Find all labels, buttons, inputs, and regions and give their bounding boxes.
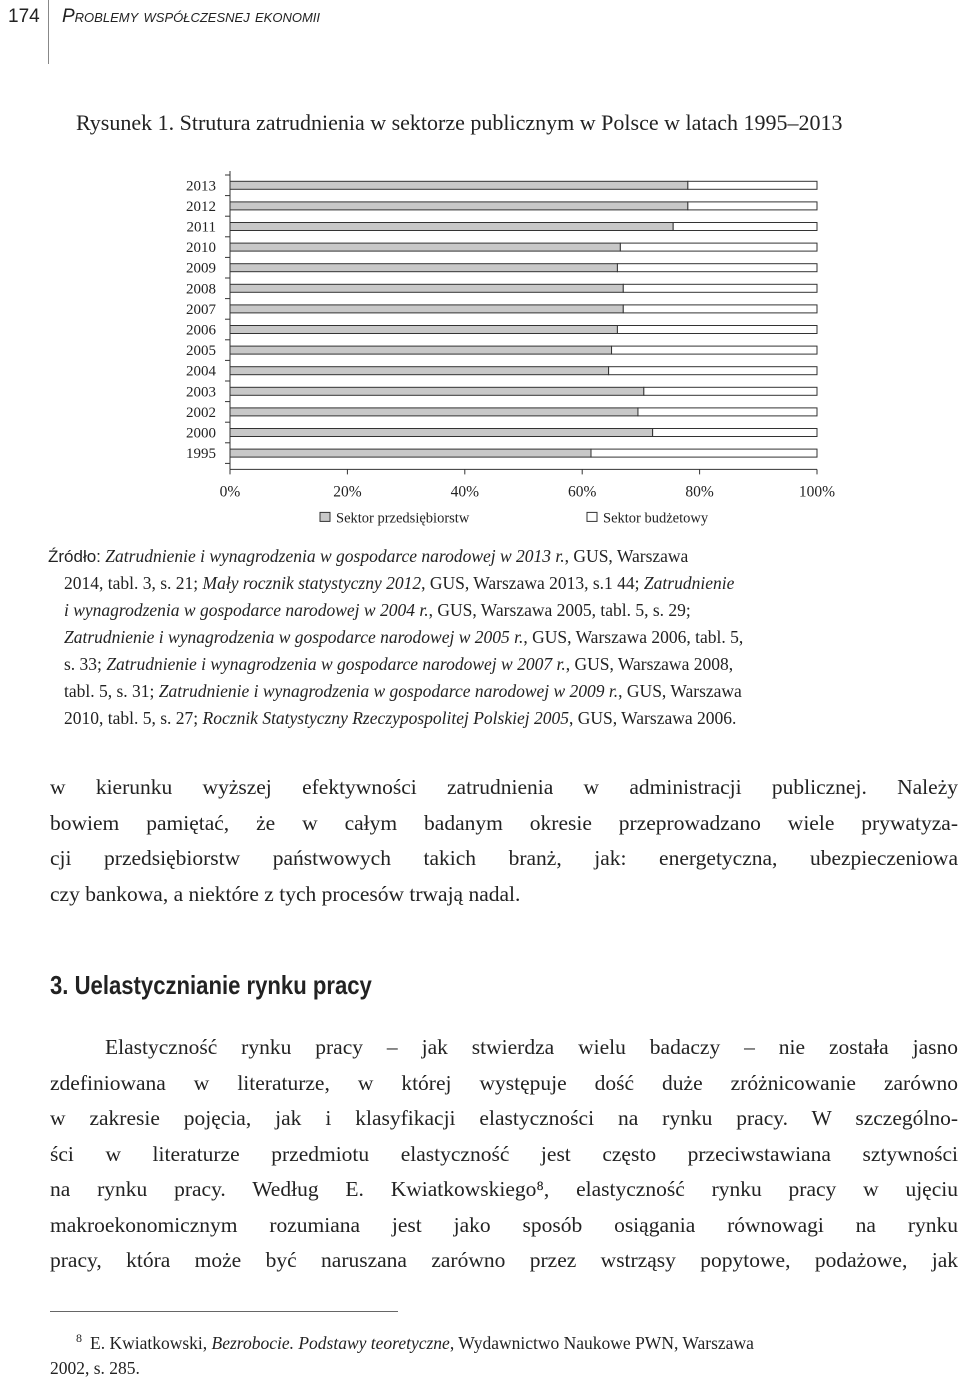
text-line: bowiem pamiętać, że w całym badanym okresie przeprowadzano wiele prywatyza- xyxy=(50,810,958,835)
footnote-line-1 xyxy=(50,1326,958,1356)
italic-run: Mały rocznik statystyczny 2012 xyxy=(202,573,422,593)
source-line xyxy=(48,705,948,732)
source-line xyxy=(48,624,948,651)
text-run: , Wydawnictwo Naukowe PWN, Warszawa xyxy=(449,1332,754,1353)
text-run: , GUS, Warszawa xyxy=(618,681,742,701)
text-line: na rynku pracy. Według E. Kwiatkowskiego⁸, elastyczność rynku pracy w ujęciu xyxy=(50,1177,958,1201)
y-tick-label: 2005 xyxy=(186,343,216,360)
bar-budget-sector xyxy=(612,346,817,354)
y-tick-label: 2000 xyxy=(186,425,216,442)
text-run: , GUS, Warszawa 2013, s.1 44; xyxy=(421,573,644,593)
text-line: zdefiniowana w literaturze, w której występuje dość duże zróżnicowanie zarówno xyxy=(50,1070,958,1095)
legend-label-budget: Sektor budżetowy xyxy=(603,510,709,527)
y-tick-label: 2010 xyxy=(186,240,216,257)
bar-budget-sector xyxy=(591,449,817,457)
bar-enterprise-sector xyxy=(230,367,609,375)
y-tick-label: 2013 xyxy=(186,178,216,195)
x-tick-label: 60% xyxy=(567,483,597,501)
bar-budget-sector xyxy=(644,387,817,395)
text-run: 2014, tabl. 3, s. 21; xyxy=(64,573,203,593)
section-heading: 3. Uelastycznianie rynku pracy xyxy=(50,970,372,1000)
source-line xyxy=(48,597,948,624)
italic-run: Rocznik Statystyczny Rzeczypospolitej Polskiej 2005 xyxy=(202,708,569,728)
italic-run: Zatrudnienie i wynagrodzenia w gospodarce narodowej w 2005 r. xyxy=(64,627,524,647)
italic-run: i wynagrodzenia w gospodarce narodowej w 2004 r. xyxy=(64,600,429,620)
footnote-text xyxy=(90,1333,754,1353)
y-tick-label: 2003 xyxy=(186,384,216,401)
x-tick-label: 100% xyxy=(798,483,836,501)
italic-run: Zatrudnienie i wynagrodzenia w gospodarce narodowej w 2009 r. xyxy=(158,681,619,701)
x-tick-label: 0% xyxy=(219,483,241,501)
page-number: 174 xyxy=(8,6,40,27)
x-tick-label: 20% xyxy=(333,483,362,501)
y-tick-label: 2006 xyxy=(186,322,216,339)
label-run: Źródło: xyxy=(48,547,101,566)
bar-budget-sector xyxy=(617,326,817,334)
bar-budget-sector xyxy=(688,181,817,189)
text-run: , GUS, Warszawa 2006, tabl. 5, xyxy=(523,627,744,647)
text-line: czy bankowa, a niektóre z tych procesów trwają nadal. xyxy=(50,881,521,906)
y-tick-label: 2004 xyxy=(186,363,216,380)
text-run: s. 33; xyxy=(64,654,107,674)
bar-budget-sector xyxy=(620,243,817,251)
bar-enterprise-sector xyxy=(230,243,620,251)
text-run: , GUS, Warszawa 2006. xyxy=(568,708,737,728)
source-line xyxy=(48,570,948,597)
text-run: , GUS, Warszawa xyxy=(564,546,689,566)
bar-budget-sector xyxy=(609,367,817,375)
bar-enterprise-sector xyxy=(230,181,688,189)
bar-enterprise-sector xyxy=(230,223,673,231)
italic-run: Bezrobocie. Podstawy teoretyczne xyxy=(211,1332,450,1353)
bar-budget-sector xyxy=(638,408,817,416)
figure-source xyxy=(48,543,948,732)
bar-enterprise-sector xyxy=(230,408,638,416)
text-line: w kierunku wyższej efektywności zatrudnienia w administracji publicznej. Należy xyxy=(50,775,958,799)
text-line: makroekonomicznym rozumiana jest jako sposób osiągania równowagi na rynku xyxy=(50,1212,958,1237)
y-tick-label: 2008 xyxy=(186,281,216,298)
bar-budget-sector xyxy=(617,264,817,272)
text-line: w zakresie pojęcia, jak i klasyfikacji elastyczności na rynku pracy. W szczególno- xyxy=(50,1106,958,1130)
italic-run: Zatrudnienie xyxy=(643,573,735,593)
text-run: E. Kwiatkowski, xyxy=(90,1332,212,1353)
bar-budget-sector xyxy=(673,223,817,231)
bar-enterprise-sector xyxy=(230,387,644,395)
bar-enterprise-sector xyxy=(230,429,653,437)
footnote-divider xyxy=(50,1311,398,1312)
header-divider xyxy=(48,0,49,64)
bar-enterprise-sector xyxy=(230,284,623,292)
bar-enterprise-sector xyxy=(230,346,612,354)
paragraph-1 xyxy=(50,770,958,912)
y-tick-label: 2002 xyxy=(186,404,216,421)
y-tick-label: 1995 xyxy=(186,446,216,463)
y-tick-label: 2009 xyxy=(186,260,216,277)
bar-budget-sector xyxy=(623,305,817,313)
text-line: Elastyczność rynku pracy – jak stwierdza wielu badaczy – nie została jasno xyxy=(105,1035,958,1059)
y-tick-label: 2011 xyxy=(186,219,216,236)
italic-run: Zatrudnienie i wynagrodzenia w gospodarce narodowej w 2013 r. xyxy=(105,546,565,566)
x-tick-label: 40% xyxy=(450,483,480,501)
footnote-line-2: 2002, s. 285. xyxy=(50,1357,140,1378)
figure-caption: Rysunek 1. Strutura zatrudnienia w sektorze publicznym w Polsce w latach 1995–2013 xyxy=(76,110,843,135)
footnote-marker: 8 xyxy=(76,1331,82,1345)
running-title: Problemy współczesnej ekonomii xyxy=(62,6,320,27)
text-run: 2010, tabl. 5, s. 27; xyxy=(64,708,203,728)
y-tick-label: 2007 xyxy=(186,301,216,318)
paragraph-2 xyxy=(50,1030,958,1279)
text-line: pracy, która może być naruszana zarówno przez wstrząsy popytowe, podażowe, jak xyxy=(50,1248,958,1272)
text-line: ści w literaturze przedmiotu elastyczność jest często przeciwstawiana sztywności xyxy=(50,1141,958,1166)
x-tick-label: 80% xyxy=(685,483,714,501)
bar-enterprise-sector xyxy=(230,449,591,457)
bar-enterprise-sector xyxy=(230,264,617,272)
bar-enterprise-sector xyxy=(230,202,688,210)
bar-enterprise-sector xyxy=(230,326,617,334)
bar-budget-sector xyxy=(623,284,817,292)
text-run: , GUS, Warszawa 2008, xyxy=(565,654,734,674)
legend-swatch-enterprise xyxy=(320,512,330,521)
footnote xyxy=(50,1326,958,1381)
y-tick-label: 2012 xyxy=(186,198,216,215)
text-line: cji przedsiębiorstw państwowych takich branż, jak: energetyczna, ubezpieczeniowa xyxy=(50,846,958,870)
source-line xyxy=(48,543,948,570)
bar-budget-sector xyxy=(653,429,817,437)
bar-budget-sector xyxy=(688,202,817,210)
legend-label-enterprise: Sektor przedsiębiorstw xyxy=(336,510,470,527)
source-line xyxy=(48,651,948,678)
italic-run: Zatrudnienie i wynagrodzenia w gospodarce narodowej w 2007 r. xyxy=(106,654,566,674)
legend-swatch-budget xyxy=(587,512,597,521)
employment-structure-chart xyxy=(160,165,860,535)
text-run: tabl. 5, s. 31; xyxy=(64,681,159,701)
text-run: , GUS, Warszawa 2005, tabl. 5, s. 29; xyxy=(428,600,691,620)
source-line xyxy=(48,678,948,705)
bar-enterprise-sector xyxy=(230,305,623,313)
